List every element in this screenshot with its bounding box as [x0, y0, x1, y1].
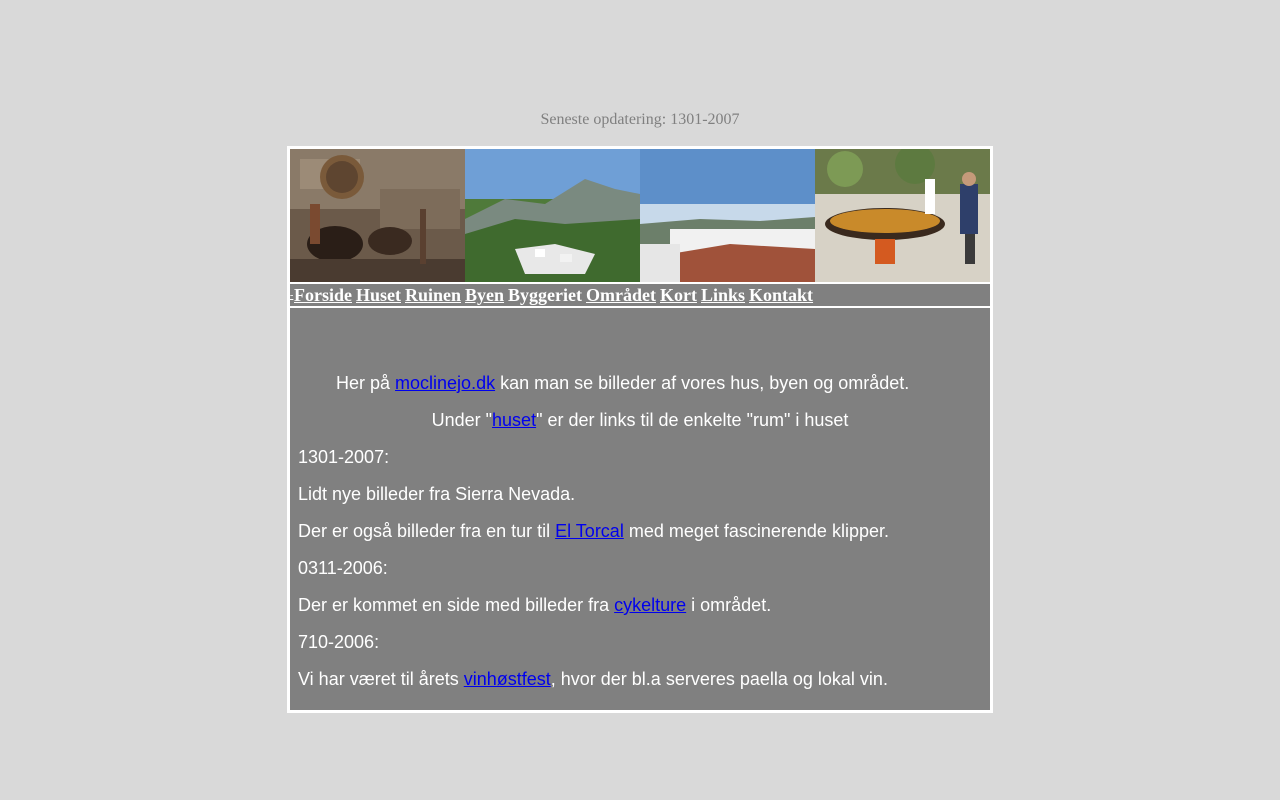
- paella-festival-photo: [815, 149, 990, 282]
- update-text-2: [298, 595, 771, 616]
- huset-text-end: " er der links til de enkelte "rum" i huset: [536, 410, 849, 430]
- nav-link-links[interactable]: Links: [700, 285, 746, 305]
- nav-link-byggeriet[interactable]: Byggeriet: [508, 285, 583, 305]
- site-link[interactable]: moclinejo.dk: [395, 373, 496, 393]
- update-text-1: Lidt nye billeder fra Sierra Nevada.: [298, 484, 576, 504]
- cykelture-link[interactable]: cykelture: [614, 595, 687, 615]
- rooftops-sea-photo: [640, 149, 815, 282]
- update-date-3: 710-2006:: [298, 632, 380, 652]
- last-updated-text: Seneste opdatering: 1301-2007: [540, 111, 740, 128]
- cykel-text-end: i området.: [686, 595, 772, 615]
- el-torcal-link[interactable]: El Torcal: [555, 521, 624, 541]
- update-text-1b: [298, 521, 889, 542]
- main-frame: [287, 146, 993, 713]
- nav-link-forside[interactable]: Forside: [294, 285, 352, 305]
- village-valley-photo: [465, 149, 640, 282]
- cykel-text-start: Der er kommet en side med billeder fra: [298, 595, 615, 615]
- intro-text-start: Her på: [336, 373, 396, 393]
- vin-text-end: , hvor der bl.a serveres paella og lokal vin.: [550, 669, 888, 689]
- nav-link-ruinen[interactable]: Ruinen: [405, 285, 462, 305]
- update-date-2: 0311-2006:: [298, 558, 388, 578]
- vin-text-start: Vi har været til årets: [298, 669, 464, 689]
- intro-paragraph: [336, 373, 909, 394]
- huset-link[interactable]: huset: [492, 410, 537, 430]
- nav-lead-dash: -: [290, 289, 294, 301]
- content-panel: [290, 308, 990, 710]
- update-date-1: 1301-2007:: [298, 447, 390, 467]
- header-photo-strip: [290, 149, 990, 282]
- main-navigation: [290, 284, 990, 306]
- nav-link-kort[interactable]: Kort: [660, 285, 697, 305]
- tools-wall-photo: [290, 149, 465, 282]
- nav-link-huset[interactable]: Huset: [356, 285, 401, 305]
- nav-link-byen[interactable]: Byen: [465, 285, 505, 305]
- nav-link-kontakt[interactable]: Kontakt: [749, 285, 814, 305]
- nav-link-omraadet[interactable]: Området: [586, 285, 656, 305]
- huset-paragraph: [290, 410, 990, 431]
- torcal-text-start: Der er også billeder fra en tur til: [298, 521, 556, 541]
- intro-text-end: kan man se billeder af vores hus, byen og området.: [495, 373, 910, 393]
- update-text-3: [298, 669, 888, 690]
- huset-text-start: Under ": [431, 410, 493, 430]
- torcal-text-end: med meget fascinerende klipper.: [623, 521, 889, 541]
- vinhoestfest-link[interactable]: vinhøstfest: [463, 669, 551, 689]
